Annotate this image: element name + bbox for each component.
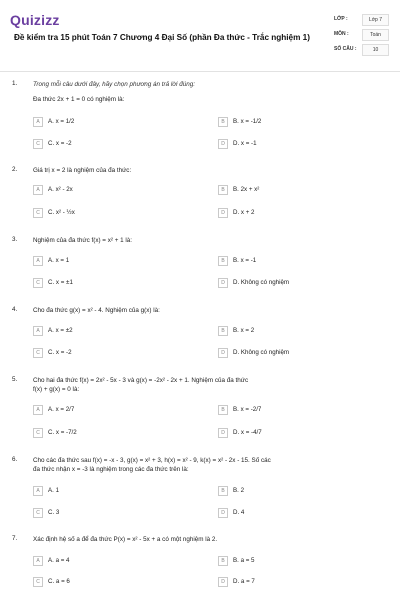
option-letter-box: A (33, 117, 43, 127)
option-text: A. x = 2/7 (48, 406, 75, 413)
option-text: C. 3 (48, 509, 60, 516)
option-letter-box: A (33, 256, 43, 266)
meta-key: SỐ CÂU : (334, 46, 357, 52)
option-letter-box: D (218, 348, 228, 358)
option-text: D. x + 2 (233, 209, 255, 216)
meta-key: MÔN : (334, 31, 349, 37)
option-letter-box: B (218, 117, 228, 127)
question-text: Nghiệm của đa thức f(x) = x² + 1 là: (33, 237, 133, 244)
meta-value: Toán (362, 29, 389, 41)
option-letter-box: B (218, 556, 228, 566)
option-letter-box: D (218, 139, 228, 149)
option-letter-box: B (218, 405, 228, 415)
question-number: 5. (12, 376, 18, 383)
option-letter-box: A (33, 326, 43, 336)
option-text: A. x = ±2 (48, 327, 73, 334)
option-text: A. x² - 2x (48, 186, 73, 193)
question-text: Giá trị x = 2 là nghiệm của đa thức: (33, 167, 132, 174)
option-text: D. x = -1 (233, 140, 257, 147)
option-text: C. x = -2 (48, 349, 72, 356)
option-letter-box: A (33, 486, 43, 496)
option-text: D. Không có nghiệm (233, 279, 290, 286)
option-letter-box: D (218, 508, 228, 518)
question-text: Đa thức 2x + 1 = 0 có nghiệm là: (33, 96, 125, 103)
meta-value: 10 (362, 44, 389, 56)
option-text: B. 2 (233, 487, 245, 494)
option-letter-box: B (218, 185, 228, 195)
option-letter-box: D (218, 428, 228, 438)
option-text: D. Không có nghiệm (233, 349, 290, 356)
question-number: 4. (12, 306, 18, 313)
meta-panel (334, 14, 389, 59)
option-text: A. 1 (48, 487, 60, 494)
option-letter-box: C (33, 278, 43, 288)
option-letter-box: B (218, 256, 228, 266)
quizizz-logo: Quizizz (10, 12, 60, 28)
option-letter-box: D (218, 278, 228, 288)
option-text: C. x = -2 (48, 140, 72, 147)
option-text: C. x² - ½x (48, 209, 75, 216)
question-text: Cho hai đa thức f(x) = 2x² - 5x - 3 và g(x) = -2x² - 2x + 1. Nghiệm của đa thức (33, 377, 249, 384)
option-letter-box: A (33, 405, 43, 415)
question-text: Cho đa thức g(x) = x² - 4. Nghiệm của g(x) là: (33, 307, 160, 314)
option-text: A. x = 1 (48, 257, 70, 264)
option-letter-box: C (33, 208, 43, 218)
option-text: B. x = -1/2 (233, 118, 262, 125)
option-letter-box: D (218, 577, 228, 587)
option-letter-box: C (33, 508, 43, 518)
question-text-continued: f(x) + g(x) = 0 là: (33, 386, 80, 393)
meta-row-subject (334, 29, 389, 44)
page-title: Đề kiểm tra 15 phút Toán 7 Chương 4 Đại Số (phần Đa thức - Trắc nghiệm 1) (14, 33, 310, 42)
option-letter-box: A (33, 556, 43, 566)
meta-row-count (334, 44, 389, 59)
question-number: 6. (12, 456, 18, 463)
question-text: Xác định hệ số a để đa thức P(x) = x² - 5x + a có một nghiệm là 2. (33, 536, 218, 543)
option-letter-box: C (33, 139, 43, 149)
option-letter-box: B (218, 486, 228, 496)
option-text: D. 4 (233, 509, 245, 516)
question-number: 1. (12, 80, 18, 87)
question-number: 2. (12, 166, 18, 173)
option-text: C. x = ±1 (48, 279, 73, 286)
question-instruction: Trong mỗi câu dưới đây, hãy chọn phương án trả lời đúng: (33, 81, 195, 88)
question-text: Cho các đa thức sau f(x) = -x - 3, g(x) = x² + 3, h(x) = x² - 9, k(x) = x² - 2x - 15. Số các (33, 457, 271, 464)
option-letter-box: A (33, 185, 43, 195)
option-text: A. x = 1/2 (48, 118, 75, 125)
option-text: B. a = 5 (233, 557, 255, 564)
option-text: D. x = -4/7 (233, 429, 262, 436)
header-divider (0, 71, 400, 72)
meta-key: LỚP : (334, 16, 348, 22)
option-letter-box: C (33, 577, 43, 587)
option-text: D. a = 7 (233, 578, 255, 585)
question-number: 3. (12, 236, 18, 243)
option-text: C. a = 6 (48, 578, 70, 585)
option-text: A. a = 4 (48, 557, 70, 564)
option-text: B. x = -2/7 (233, 406, 262, 413)
meta-value: Lớp 7 (362, 14, 389, 26)
option-text: B. x = 2 (233, 327, 255, 334)
option-letter-box: C (33, 428, 43, 438)
meta-row-grade (334, 14, 389, 29)
option-text: B. 2x + x² (233, 186, 260, 193)
option-letter-box: B (218, 326, 228, 336)
option-text: B. x = -1 (233, 257, 257, 264)
option-letter-box: C (33, 348, 43, 358)
option-letter-box: D (218, 208, 228, 218)
option-text: C. x = -7/2 (48, 429, 77, 436)
question-text-continued: đa thức nhận x = -3 là nghiệm trong các đa thức trên là: (33, 466, 189, 473)
question-number: 7. (12, 535, 18, 542)
